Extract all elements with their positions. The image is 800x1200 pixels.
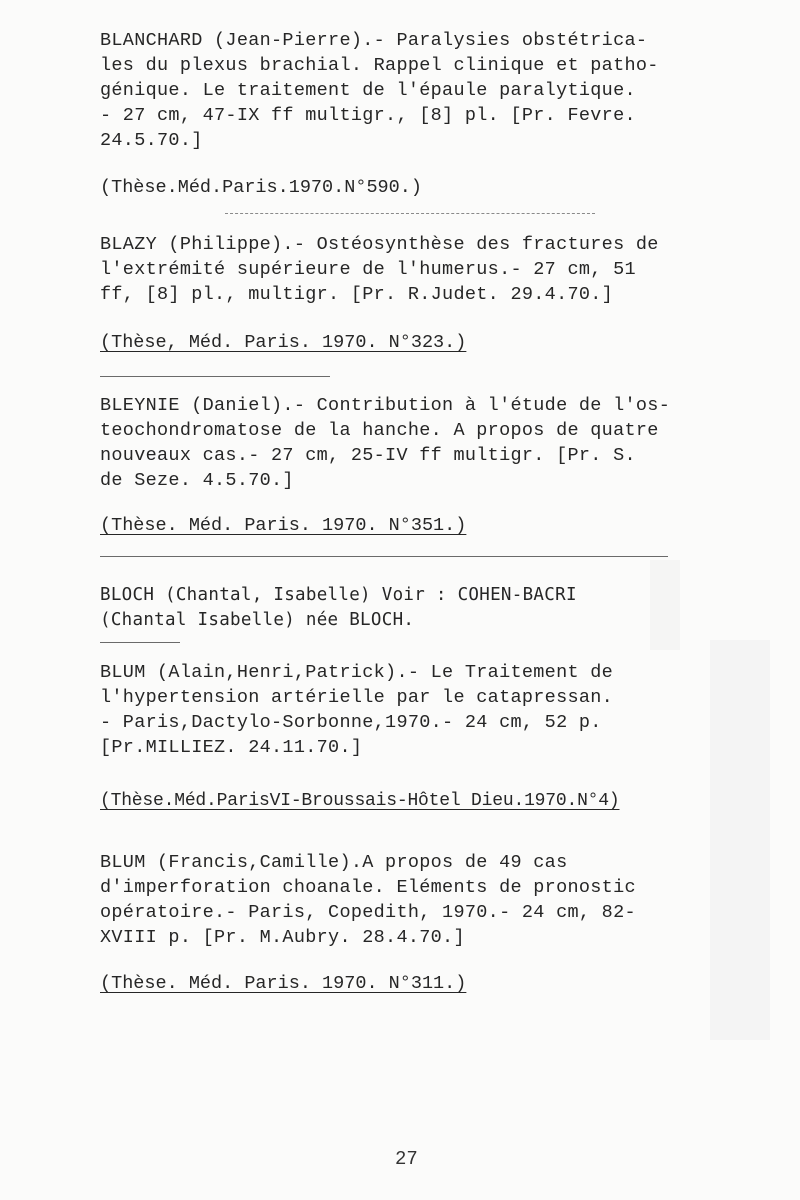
entry-line: (Chantal Isabelle) née BLOCH. [100, 610, 415, 630]
entry-line: - 27 cm, 47-IX ff multigr., [8] pl. [Pr. Fevre. [100, 105, 636, 126]
entry-line: BLUM (Francis,Camille).A propos de 49 cas [100, 852, 568, 873]
thesis-reference: (Thèse.Méd.ParisVI-Broussais-Hôtel Dieu.1970.N°4) [100, 791, 620, 811]
entry-line: génique. Le traitement de l'épaule paralytique. [100, 80, 636, 101]
page-number: 27 [395, 1148, 418, 1170]
entry-line: l'hypertension artérielle par le catapressan. [100, 687, 614, 708]
entry-line: BLAZY (Philippe).- Ostéosynthèse des fractures de [100, 234, 659, 255]
entry-line: BLANCHARD (Jean-Pierre).- Paralysies obstétrica- [100, 30, 648, 51]
entry-line: BLUM (Alain,Henri,Patrick).- Le Traitement de [100, 662, 614, 683]
entry-bleynie [100, 393, 720, 493]
entry-line: nouveaux cas.- 27 cm, 25-IV ff multigr. [Pr. S. [100, 445, 636, 466]
thesis-reference: (Thèse. Méd. Paris. 1970. N°311.) [100, 973, 467, 994]
separator-rule [225, 213, 595, 214]
thesis-reference: (Thèse, Méd. Paris. 1970. N°323.) [100, 332, 467, 353]
separator-rule [100, 556, 668, 557]
entry-blum-alain [100, 660, 720, 760]
entry-line: 24.5.70.] [100, 130, 203, 151]
entry-line: BLEYNIE (Daniel).- Contribution à l'étude de l'os- [100, 395, 671, 416]
entry-line: BLOCH (Chantal, Isabelle) Voir : COHEN-BACRI [100, 585, 577, 605]
separator-rule [100, 642, 180, 643]
entry-blanchard [100, 28, 720, 153]
entry-bloch [100, 583, 720, 633]
entry-line: d'imperforation choanale. Eléments de pronostic [100, 877, 636, 898]
thesis-reference: (Thèse. Méd. Paris. 1970. N°351.) [100, 515, 467, 536]
entry-line: l'extrémité supérieure de l'humerus.- 27 cm, 51 [100, 259, 636, 280]
entry-blazy [100, 232, 720, 307]
entry-line: opératoire.- Paris, Copedith, 1970.- 24 cm, 82- [100, 902, 636, 923]
entry-line: XVIII p. [Pr. M.Aubry. 28.4.70.] [100, 927, 465, 948]
entry-line: ff, [8] pl., multigr. [Pr. R.Judet. 29.4.70.] [100, 284, 614, 305]
entry-line: les du plexus brachial. Rappel clinique et patho- [100, 55, 659, 76]
entry-line: [Pr.MILLIEZ. 24.11.70.] [100, 737, 363, 758]
entry-line: teochondromatose de la hanche. A propos de quatre [100, 420, 659, 441]
thesis-reference: (Thèse.Méd.Paris.1970.N°590.) [100, 177, 422, 198]
entry-line: de Seze. 4.5.70.] [100, 470, 294, 491]
entry-blum-francis [100, 850, 720, 950]
entry-line: - Paris,Dactylo-Sorbonne,1970.- 24 cm, 52 p. [100, 712, 602, 733]
separator-rule [100, 376, 330, 377]
